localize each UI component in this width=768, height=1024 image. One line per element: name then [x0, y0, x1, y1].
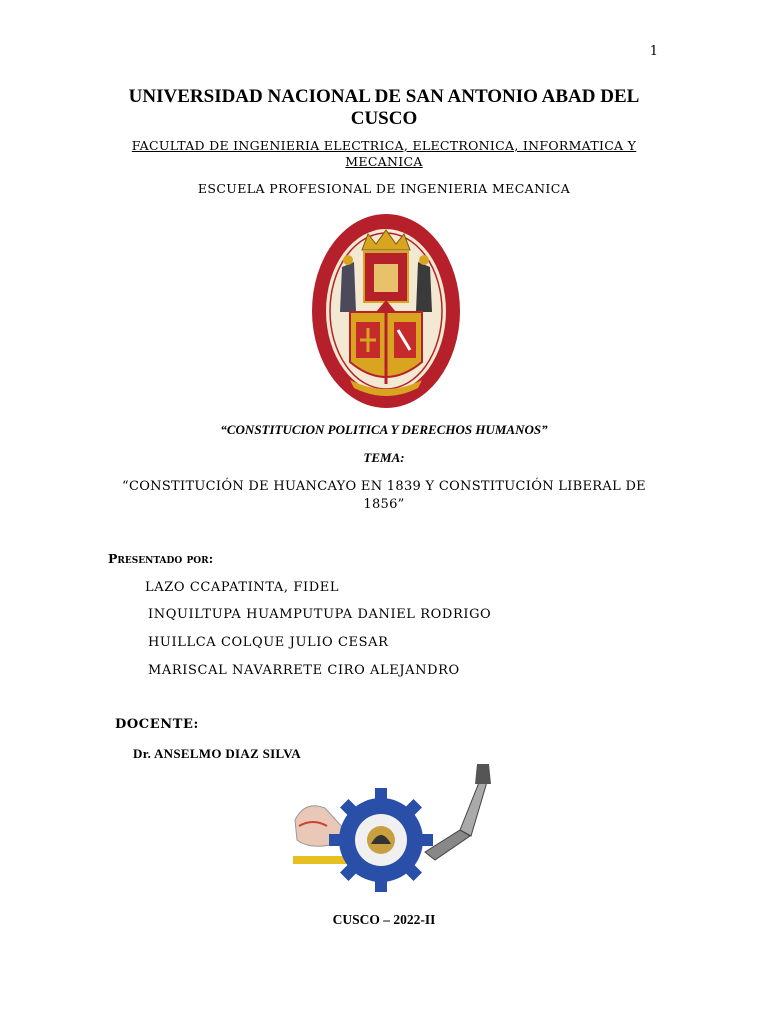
footer-location-date: CUSCO – 2022-II: [332, 912, 436, 927]
student-name: LAZO CCAPATINTA, FIDEL: [145, 580, 340, 595]
student-name: MARISCAL NAVARRETE CIRO ALEJANDRO: [148, 663, 460, 678]
student-name: HUILLCA COLQUE JULIO CESAR: [148, 635, 389, 650]
tema-label: TEMA:: [363, 450, 405, 465]
page-number: 1: [649, 44, 658, 59]
mechanical-engineering-gear-logo-icon: [285, 760, 500, 900]
university-seal-icon: [310, 212, 462, 410]
course-title: “CONSTITUCION POLITICA Y DERECHOS HUMANOS”: [220, 422, 548, 437]
docente-name: Dr. ANSELMO DIAZ SILVA: [133, 746, 301, 761]
topic-title: “CONSTITUCIÓN DE HUANCAYO EN 1839 Y CONSTITUCIÓN LIBERAL DE 1856”: [122, 479, 646, 512]
school-name: ESCUELA PROFESIONAL DE INGENIERIA MECANICA: [197, 181, 571, 196]
university-title: UNIVERSIDAD NACIONAL DE SAN ANTONIO ABAD DEL CUSCO: [128, 86, 640, 129]
docente-label: DOCENTE:: [115, 717, 199, 732]
faculty-name: FACULTAD DE INGENIERIA ELECTRICA, ELECTRONICA, INFORMATICA Y MECANICA: [131, 138, 637, 169]
presented-by-label: Presentado por:: [108, 551, 214, 566]
student-name: INQUILTUPA HUAMPUTUPA DANIEL RODRIGO: [148, 607, 492, 622]
